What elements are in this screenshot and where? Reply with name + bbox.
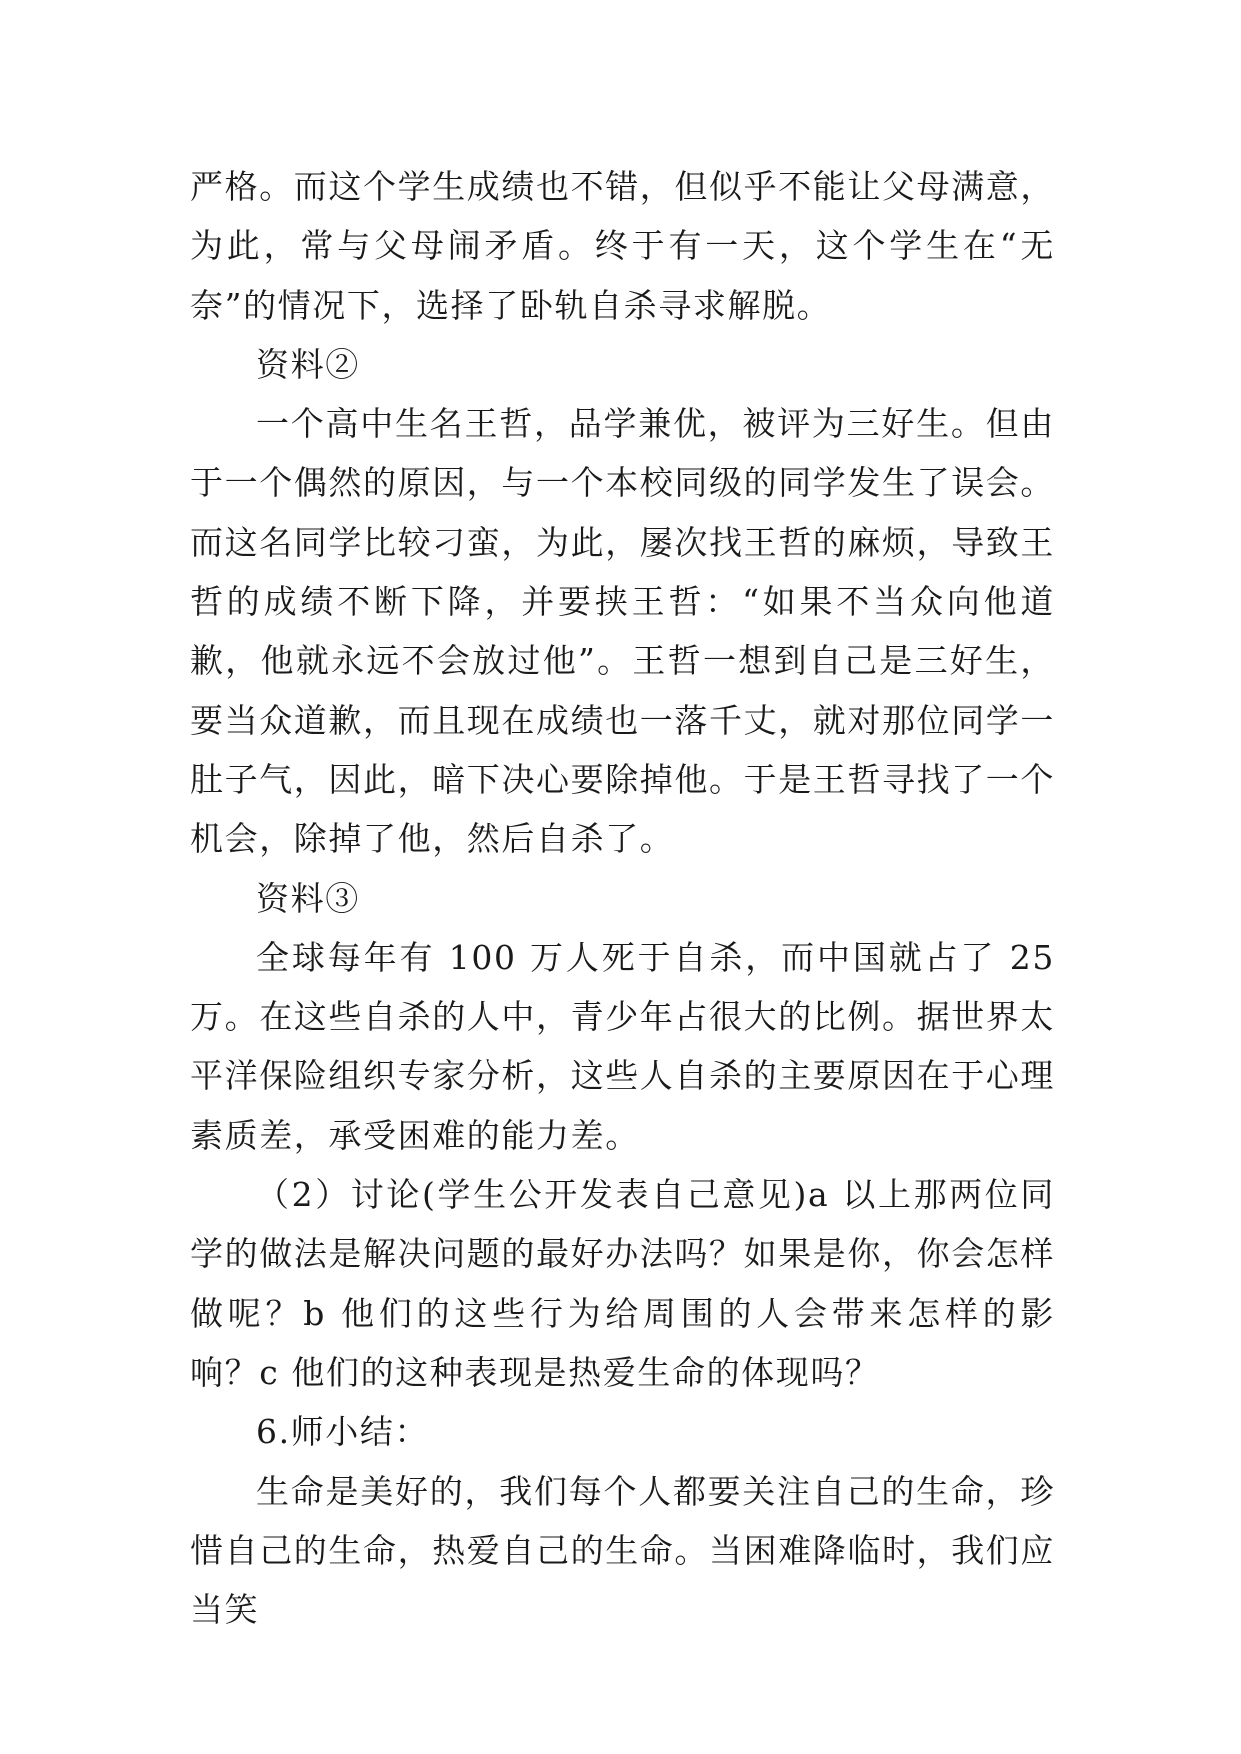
body-text — [190, 157, 1055, 1639]
heading-material-3: 资料③ — [256, 878, 360, 918]
paragraph-summary: 生命是美好的，我们每个人都要关注自己的生命，珍惜自己的生命，热爱自己的生命。当困难降临时，我们应当笑 — [190, 1471, 1055, 1630]
paragraph-material-2: 一个高中生名王哲，品学兼优，被评为三好生。但由于一个偶然的原因，与一个本校同级的同学发生了误会。而这名同学比较刁蛮，为此，屡次找王哲的麻烦，导致王哲的成绩不断下降，并要挟王哲：“如果不当众向他道歉，他就永远不会放过他”。王哲一想到自己是三好生，要当众道歉，而且现在成绩也一落千丈，就对那位同学一肚子气，因此，暗下决心要除掉他。于是王哲寻找了一个机会，除掉了他，然后自杀了。 — [190, 404, 1055, 859]
paragraph-discussion: （2）讨论(学生公开发表自己意见)a 以上那两位同学的做法是解决问题的最好办法吗？如果是你，你会怎样做呢？b 他们的这些行为给周围的人会带来怎样的影响？c 他们的这种表现是热爱生命的体现吗？ — [190, 1175, 1055, 1392]
heading-teacher-summary: 6.师小结： — [256, 1412, 430, 1452]
heading-material-2: 资料② — [256, 344, 360, 384]
paragraph-material-3: 全球每年有 100 万人死于自杀，而中国就占了 25 万。在这些自杀的人中，青少年占很大的比例。据世界太平洋保险组织专家分析，这些人自杀的主要原因在于心理素质差，承受困难的能力差。 — [190, 937, 1055, 1155]
paragraph-story-1-end: 严格。而这个学生成绩也不错，但似乎不能让父母满意，为此，常与父母闹矛盾。终于有一天，这个学生在“无奈”的情况下，选择了卧轨自杀寻求解脱。 — [190, 167, 1055, 325]
